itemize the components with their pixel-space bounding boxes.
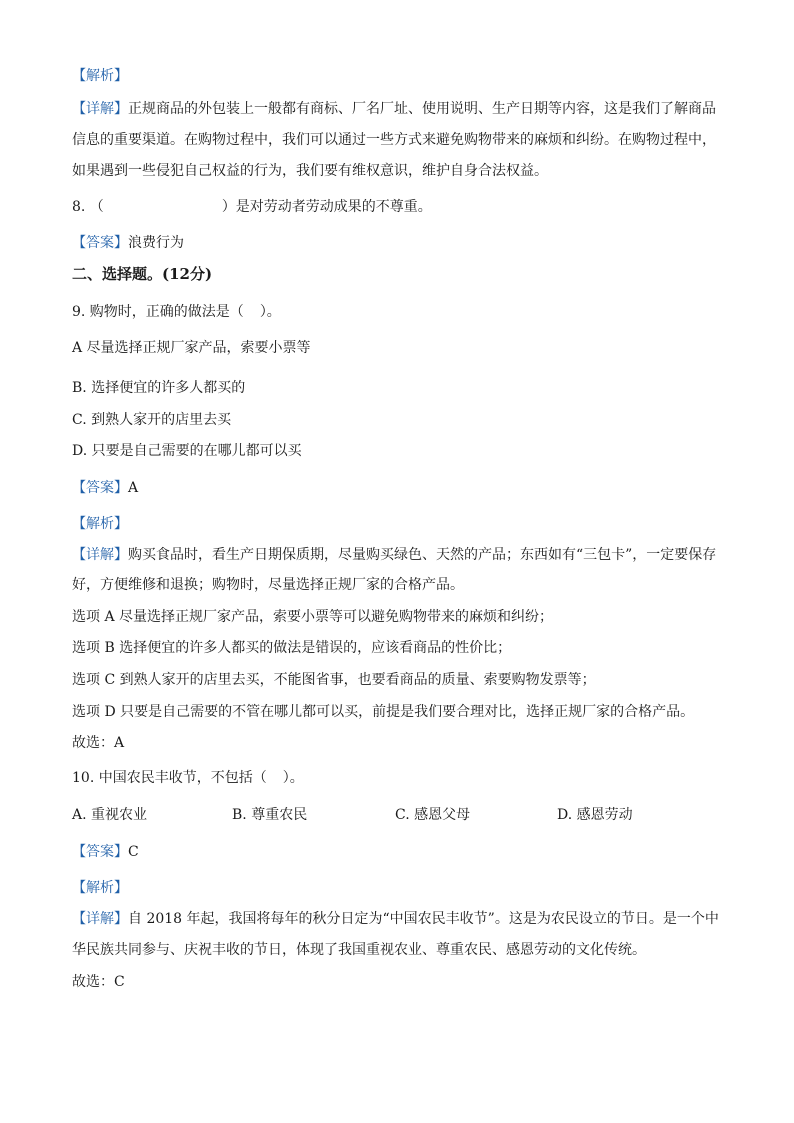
question-8-suffix: ）是对劳动者劳动成果的不尊重。 [221, 199, 432, 215]
question-8-answer [72, 233, 184, 253]
answer-tag: 【答案】 [72, 480, 128, 496]
detail-paragraph-line: 华民族共同参与、庆祝丰收的节日，体现了我国重视农业、尊重农民、感恩劳动的文化传统。 [72, 942, 646, 958]
section-title: 二、选择题。(12分) [72, 265, 213, 283]
analysis-option-d: 选项 D 只要是自己需要的不管在哪儿都可以买，前提是我们要合理对比，选择正规厂家的合格产品。 [72, 704, 695, 720]
detail-text: 自 2018 年起，我国将每年的秋分日定为“中国农民丰收节”。这是为农民设立的节日。是一个中 [128, 911, 719, 927]
question-9-suffix: ）。 [259, 304, 281, 320]
analysis-heading: 【解析】 [72, 516, 128, 532]
question-10-options [72, 805, 633, 825]
option-c: C. 到熟人家开的店里去买 [72, 412, 232, 428]
detail-text: 购买食品时，看生产日期保质期，尽量购买绿色、天然的产品；东西如有“三包卡”，一定要保存 [128, 547, 717, 563]
question-8-prefix: 8. （ [72, 199, 104, 215]
question-10-suffix: ）。 [282, 770, 304, 786]
question-8-stem [72, 197, 432, 217]
detail-tag: 【详解】 [72, 101, 128, 117]
option-c: C. 感恩父母 [395, 807, 471, 823]
detail-text: 正规商品的外包装上一般都有商标、厂名厂址、使用说明、生产日期等内容，这是我们了解商品 [128, 101, 716, 117]
option-d: D. 感恩劳动 [557, 807, 633, 823]
question-9-answer [72, 478, 138, 498]
analysis-heading: 【解析】 [72, 68, 128, 84]
analysis-heading: 【解析】 [72, 880, 128, 896]
detail-paragraph-line [72, 545, 716, 565]
option-b: B. 尊重农民 [232, 807, 308, 823]
detail-paragraph-line: 如果遇到一些侵犯自己权益的行为，我们要有维权意识，维护自身合法权益。 [72, 163, 548, 179]
question-10-prefix: 10. 中国农民丰收节，不包括（ [72, 770, 267, 786]
detail-tag: 【详解】 [72, 911, 128, 927]
analysis-option-a: 选项 A 尽量选择正规厂家产品，索要小票等可以避免购物带来的麻烦和纠纷； [72, 609, 554, 625]
option-a: A. 重视农业 [72, 807, 148, 823]
detail-paragraph-line [72, 99, 716, 119]
option-d: D. 只要是自己需要的在哪儿都可以买 [72, 443, 302, 459]
detail-paragraph-line: 好，方便维修和退换；购物时，尽量选择正规厂家的合格产品。 [72, 577, 464, 593]
question-9-stem [72, 302, 281, 322]
answer-text: A [128, 480, 139, 496]
answer-text: 浪费行为 [128, 235, 184, 251]
final-choice: 故选：C [72, 974, 125, 990]
answer-tag: 【答案】 [72, 844, 128, 860]
analysis-option-c: 选项 C 到熟人家开的店里去买，不能图省事，也要看商品的质量、索要购物发票等； [72, 672, 596, 688]
question-10-answer [72, 842, 139, 862]
detail-paragraph-line: 信息的重要渠道。在购物过程中，我们可以通过一些方式来避免购物带来的麻烦和纠纷。在购物过程中， [72, 132, 716, 148]
answer-text: C [128, 844, 139, 860]
detail-tag: 【详解】 [72, 547, 128, 563]
final-choice: 故选：A [72, 735, 125, 751]
option-b: B. 选择便宜的许多人都买的 [72, 380, 246, 396]
question-10-stem [72, 768, 304, 788]
analysis-option-b: 选项 B 选择便宜的许多人都买的做法是错误的，应该看商品的性价比； [72, 640, 512, 656]
answer-tag: 【答案】 [72, 235, 128, 251]
question-9-prefix: 9. 购物时，正确的做法是（ [72, 304, 244, 320]
detail-paragraph-line [72, 909, 719, 929]
option-a: A 尽量选择正规厂家产品，索要小票等 [72, 340, 311, 356]
